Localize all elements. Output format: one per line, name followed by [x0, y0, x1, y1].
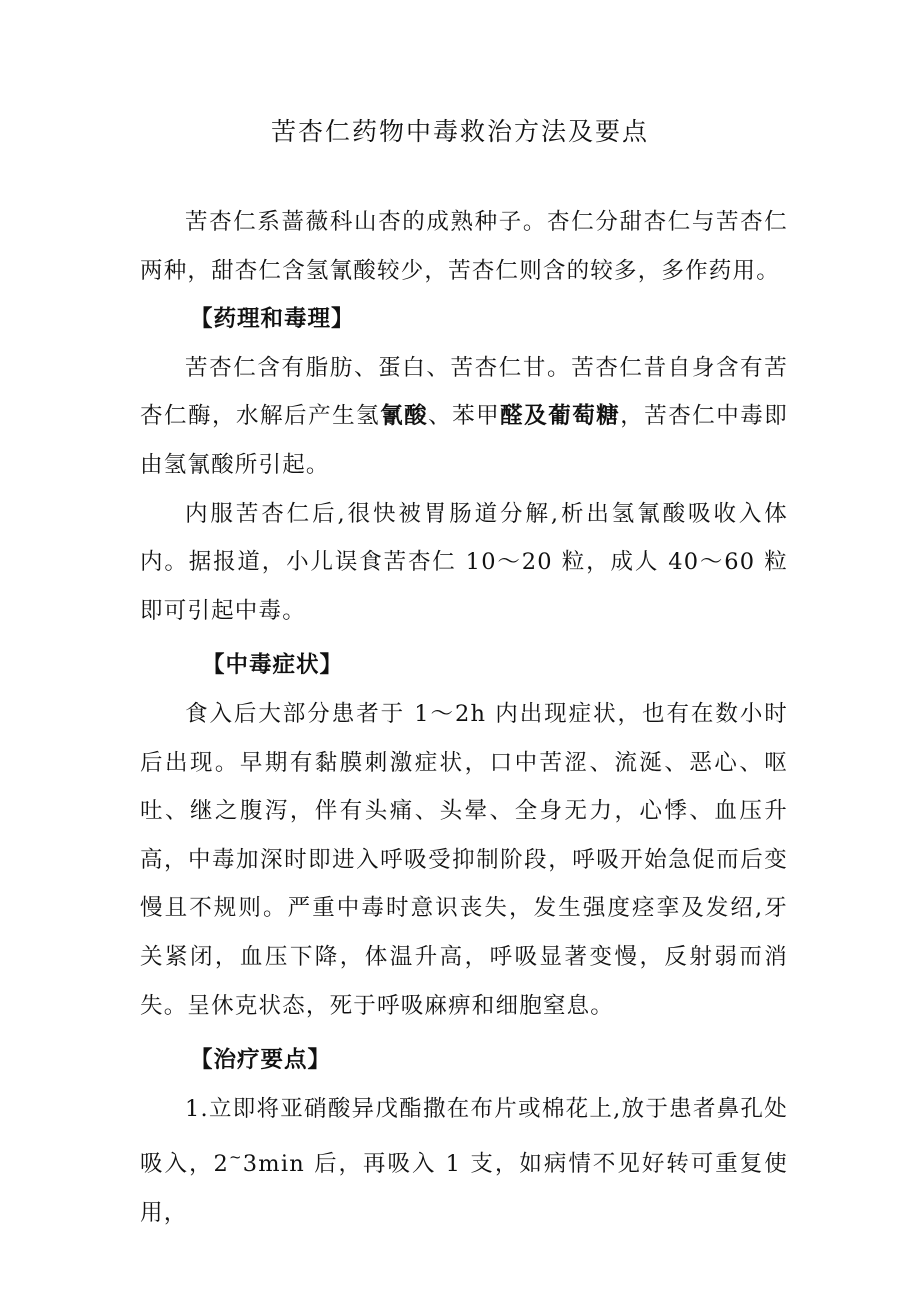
pharmacology-bold-2: 醛及葡萄糖 — [500, 403, 621, 430]
pharmacology-text-c: 、苯甲 — [428, 403, 501, 430]
pharmacology-bold-1: 氰酸 — [380, 403, 429, 430]
intro-paragraph: 苦杏仁系蔷薇科山杏的成熟种子。杏仁分甜杏仁与苦杏仁两种，甜杏仁含氢氰酸较少，苦杏仁则含的较多，多作药用。 — [140, 209, 788, 284]
section-heading-pharmacology: 【药理和毒理】 — [190, 306, 355, 333]
pharmacology-text-d: ，苦杏仁中毒即由氢氰酸所引起。 — [140, 403, 788, 478]
symptoms-paragraph: 食入后大部分患者于 1～2h 内出现症状，也有在数小时后出现。早期有黏膜刺激症状，口中苦涩、流涎、恶心、呕吐、继之腹泻，伴有头痛、头晕、全身无力，心悸、血压升高，中毒加深时即进入呼吸受抑制阶段，呼吸开始急促而后变慢且不规则。严重中毒时意识丧失，发生强度痉挛及发绍,牙关紧闭，血压下降，体温升高，呼吸显著变慢，反射弱而消失。呈休克状态，死于呼吸麻痹和细胞窒息。 — [140, 700, 788, 1019]
section-heading-treatment: 【治疗要点】 — [190, 1047, 332, 1074]
pharmacology-paragraph-1 — [140, 344, 788, 490]
section-heading-symptoms: 【中毒症状】 — [202, 652, 344, 679]
treatment-text-b: 3min 后，再吸入 1 支，如病情不见好转可重复使用， — [140, 1151, 788, 1226]
treatment-paragraph-1 — [140, 1085, 788, 1238]
treatment-text-a: 1.立即将亚硝酸异戊酯撒在布片或棉花上,放于患者鼻孔处吸入，2 — [140, 1095, 788, 1178]
treatment-superscript-tilde: ~ — [229, 1148, 243, 1167]
pharmacology-text-a: 苦杏仁含有脂肪、蛋白、苦杏仁甘。苦杏仁昔自身含有苦杏仁酶，水解后产生氢 — [140, 354, 788, 430]
pharmacology-paragraph-2: 内服苦杏仁后,很快被胃肠道分解,析出氢氰酸吸收入体内。据报道，小儿误食苦杏仁 10～20 粒，成人 40～60 粒即可引起中毒。 — [140, 500, 788, 624]
document-title: 苦杏仁药物中毒救治方法及要点 — [270, 117, 649, 146]
document-body — [140, 198, 788, 1237]
